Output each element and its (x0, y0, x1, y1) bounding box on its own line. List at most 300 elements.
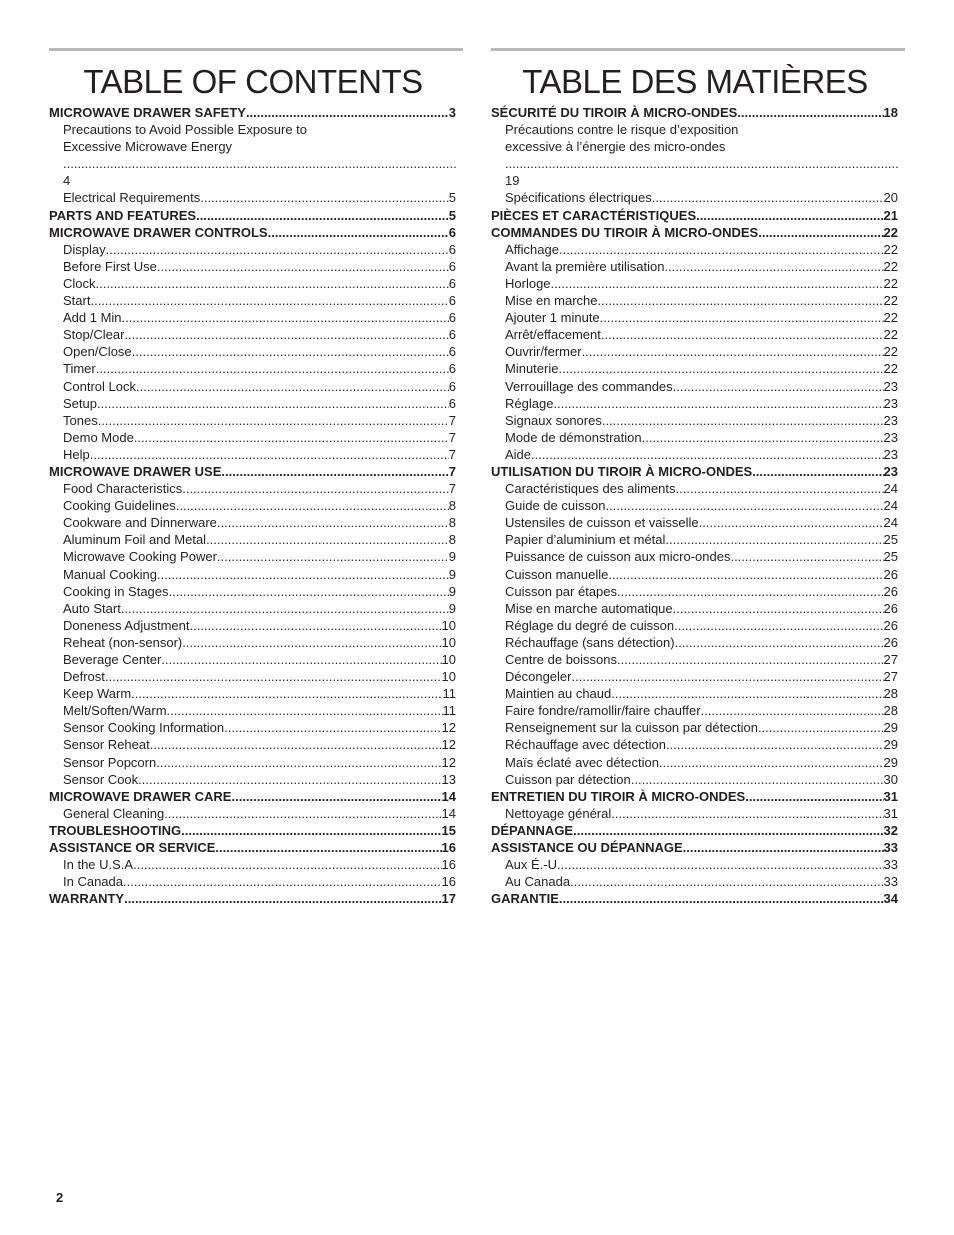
entry-page-number: 4 (63, 173, 71, 189)
entry-label: Mode de démonstration (505, 429, 642, 445)
dot-leader (90, 292, 448, 309)
entry-label: Maïs éclaté avec détection (505, 754, 659, 770)
dot-leader (182, 480, 449, 497)
entry-page-number: 9 (448, 583, 456, 599)
entry-label: Setup (63, 395, 97, 411)
entry-label: Microwave Cooking Power (63, 549, 217, 565)
entry-page-number: 7 (448, 463, 456, 479)
dot-leader (611, 685, 883, 702)
entry-label: Auto Start (63, 600, 121, 616)
dot-leader (182, 634, 441, 651)
entry-label: General Cleaning (63, 805, 165, 821)
entry-label: Précautions contre le risque d’exposition (505, 122, 739, 138)
entry-label: ASSISTANCE OU DÉPANNAGE (491, 840, 683, 856)
toc-subsection-entry[interactable] (491, 617, 898, 634)
entry-label-continued: excessive à l’énergie des micro-ondes (505, 139, 726, 155)
entry-label: Melt/Soften/Warm (63, 703, 167, 719)
toc-section-entry[interactable] (491, 224, 898, 241)
toc-subsection-entry[interactable] (49, 514, 456, 531)
dot-leader (573, 822, 883, 839)
entry-label: Aluminum Foil and Metal (63, 532, 207, 548)
entry-page-number: 23 (883, 446, 898, 462)
toc-subsection-entry[interactable] (49, 736, 456, 753)
toc-subsection-entry[interactable] (49, 754, 456, 771)
dot-leader (602, 412, 884, 429)
toc-subsection-entry[interactable] (49, 258, 456, 275)
toc-subsection-entry[interactable] (491, 360, 898, 377)
dot-leader (137, 856, 442, 873)
toc-subsection-entry[interactable] (491, 446, 898, 463)
entry-page-number: 14 (441, 805, 456, 821)
dot-leader (96, 275, 449, 292)
entry-page-number: 8 (448, 515, 456, 531)
dot-leader (558, 360, 883, 377)
entry-label: Papier d’aluminium et métal (505, 532, 666, 548)
toc-section-entry[interactable] (491, 207, 898, 224)
toc-subsection-entry[interactable] (491, 275, 898, 292)
entry-label: Aux É.-U. (505, 857, 561, 873)
entry-page-number: 22 (883, 224, 898, 240)
dot-leader (138, 771, 441, 788)
dot-leader (123, 873, 442, 890)
toc-section-entry[interactable] (49, 822, 456, 839)
toc-subsection-entry[interactable] (491, 429, 898, 446)
toc-subsection-entry[interactable] (49, 531, 456, 548)
dot-leader (559, 241, 884, 258)
toc-subsection-entry[interactable] (491, 121, 898, 189)
toc-subsection-entry[interactable] (491, 583, 898, 600)
dot-leader (124, 890, 441, 907)
entry-page-number: 31 (883, 788, 898, 804)
toc-subsection-entry[interactable] (49, 497, 456, 514)
toc-subsection-entry[interactable] (49, 275, 456, 292)
dot-leader (122, 309, 449, 326)
entry-page-number: 10 (441, 669, 456, 685)
toc-subsection-entry[interactable] (491, 856, 898, 873)
toc-subsection-entry[interactable] (491, 378, 898, 395)
toc-subsection-entry[interactable] (491, 258, 898, 275)
toc-title: TABLE DES MATIÈRES (522, 63, 868, 100)
dot-leader (617, 583, 884, 600)
dot-leader (652, 189, 884, 206)
toc-subsection-entry[interactable] (491, 497, 898, 514)
entry-label: Signaux sonores (505, 412, 602, 428)
entry-page-number: 10 (441, 617, 456, 633)
entry-page-number: 33 (883, 840, 898, 856)
toc-section-entry[interactable] (491, 839, 898, 856)
entry-page-number: 6 (448, 378, 456, 394)
toc-subsection-entry[interactable] (49, 480, 456, 497)
dot-leader (737, 104, 883, 121)
entry-label: Start (63, 293, 91, 309)
entry-label: Beverage Center (63, 652, 162, 667)
entry-page-number: 29 (883, 720, 898, 736)
entry-label: SÉCURITÉ DU TIROIR À MICRO-ONDES (491, 105, 738, 120)
toc-subsection-entry[interactable] (49, 771, 456, 788)
entry-label: MICROWAVE DRAWER CONTROLS (49, 224, 268, 240)
dot-leader (124, 326, 448, 343)
dot-leader (531, 446, 884, 463)
dot-leader (181, 822, 441, 839)
dot-leader (97, 395, 449, 412)
toc-subsection-entry[interactable] (491, 754, 898, 771)
entry-label: COMMANDES DU TIROIR À MICRO-ONDES (491, 224, 759, 240)
entry-page-number: 21 (883, 207, 898, 223)
toc-subsection-entry[interactable] (491, 685, 898, 702)
entry-label: Spécifications électriques (505, 190, 652, 206)
toc-section-entry[interactable] (491, 890, 898, 907)
toc-subsection-entry[interactable] (49, 651, 456, 668)
toc-subsection-entry[interactable] (49, 634, 456, 651)
entry-page-number: 25 (883, 549, 898, 565)
dot-leader (600, 309, 884, 326)
entry-page-number: 6 (448, 293, 456, 309)
entry-page-number: 6 (448, 361, 456, 377)
dot-leader (161, 651, 441, 668)
entry-page-number: 22 (883, 275, 898, 291)
entry-page-number: 7 (448, 412, 456, 428)
dot-leader (189, 617, 441, 634)
entry-page-number: 24 (883, 498, 898, 514)
dot-leader (675, 634, 884, 651)
entry-page-number: 23 (883, 395, 898, 411)
dot-leader (157, 258, 449, 275)
toc-subsection-entry[interactable] (491, 651, 898, 668)
entry-label: Caractéristiques des aliments (505, 481, 676, 497)
toc-subsection-entry[interactable] (491, 395, 898, 412)
entry-page-number: 6 (448, 310, 456, 326)
entry-page-number: 18 (883, 105, 898, 120)
toc-subsection-entry[interactable] (49, 360, 456, 377)
entry-page-number: 8 (448, 532, 456, 548)
entry-label: Aide (505, 446, 532, 462)
dot-leader (664, 258, 883, 275)
toc-subsection-entry[interactable] (49, 292, 456, 309)
entry-label: Electrical Requirements (63, 190, 201, 206)
entry-page-number: 32 (883, 822, 898, 838)
entry-label: Sensor Cooking Information (63, 720, 225, 736)
dot-leader (553, 395, 883, 412)
entry-label: Before First Use (63, 258, 157, 274)
toc-subsection-entry[interactable] (49, 309, 456, 326)
entry-label: Mise en marche (505, 293, 598, 309)
entry-label: Horloge (505, 275, 551, 291)
toc-subsection-entry[interactable] (49, 668, 456, 685)
dot-leader (659, 754, 884, 771)
entry-page-number: 3 (448, 105, 456, 120)
toc-subsection-entry[interactable] (491, 326, 898, 343)
entry-page-number: 6 (448, 344, 456, 360)
entry-page-number: 23 (883, 463, 898, 479)
toc-title: TABLE OF CONTENTS (83, 63, 423, 100)
toc-subsection-entry[interactable] (491, 531, 898, 548)
entry-page-number: 10 (441, 652, 456, 667)
dot-leader (63, 155, 456, 172)
entry-page-number: 26 (883, 566, 898, 582)
entry-page-number: 24 (883, 515, 898, 531)
dot-leader (157, 566, 449, 583)
entry-page-number: 31 (883, 805, 898, 821)
entry-label: Guide de cuisson (505, 498, 606, 514)
entry-page-number: 19 (505, 173, 520, 189)
dot-leader (617, 651, 884, 668)
toc-subsection-entry[interactable] (491, 771, 898, 788)
dot-leader (131, 685, 442, 702)
toc-subsection-entry[interactable] (49, 446, 456, 463)
toc-section-entry[interactable] (491, 463, 898, 480)
entry-page-number: 24 (883, 481, 898, 497)
entry-label: Open/Close (63, 344, 132, 360)
toc-subsection-entry[interactable] (49, 343, 456, 360)
dot-leader (631, 771, 884, 788)
toc-subsection-entry[interactable] (49, 805, 456, 822)
entry-page-number: 5 (448, 207, 456, 223)
entry-label: Puissance de cuisson aux micro-ondes (505, 549, 731, 565)
toc-section-entry[interactable] (49, 890, 456, 907)
dot-leader (582, 343, 884, 360)
entry-label: Centre de boissons (505, 652, 618, 667)
dot-leader (701, 702, 884, 719)
entry-label: Tones (63, 412, 98, 428)
dot-leader (730, 548, 883, 565)
toc-subsection-entry[interactable] (49, 600, 456, 617)
entry-page-number: 25 (883, 532, 898, 548)
entry-label: Display (63, 241, 106, 257)
dot-leader (106, 241, 449, 258)
entry-page-number: 12 (441, 754, 456, 770)
dot-leader (673, 378, 884, 395)
entry-label: UTILISATION DU TIROIR À MICRO-ONDES (491, 463, 753, 479)
dot-leader (200, 189, 448, 206)
entry-label: ASSISTANCE OR SERVICE (49, 840, 216, 856)
dot-leader (217, 548, 449, 565)
entry-label: Control Lock (63, 378, 136, 394)
entry-label: Clock (63, 275, 96, 291)
dot-leader (572, 668, 884, 685)
entry-page-number: 11 (442, 686, 456, 702)
dot-leader (167, 702, 443, 719)
entry-label: Faire fondre/ramollir/faire chauffer (505, 703, 701, 719)
dot-leader (217, 514, 449, 531)
toc-subsection-entry[interactable] (49, 241, 456, 258)
entry-label: In the U.S.A. (63, 857, 137, 873)
dot-leader (676, 480, 884, 497)
toc-subsection-entry[interactable] (49, 617, 456, 634)
toc-subsection-entry[interactable] (49, 121, 456, 189)
entry-page-number: 6 (448, 241, 456, 257)
dot-leader (601, 326, 884, 343)
entry-page-number: 6 (448, 395, 456, 411)
dot-leader (215, 839, 441, 856)
entry-label: GARANTIE (491, 891, 559, 907)
dot-leader (505, 155, 898, 172)
dot-leader (745, 788, 883, 805)
toc-subsection-entry[interactable] (491, 548, 898, 565)
entry-label: Réglage (505, 395, 554, 411)
entry-page-number: 17 (441, 891, 456, 907)
entry-label: TROUBLESHOOTING (49, 822, 182, 838)
toc-subsection-entry[interactable] (491, 634, 898, 651)
entry-page-number: 29 (883, 754, 898, 770)
toc-subsection-entry[interactable] (491, 736, 898, 753)
toc-section-entry[interactable] (49, 788, 456, 805)
toc-subsection-entry[interactable] (491, 480, 898, 497)
entry-page-number: 26 (883, 600, 898, 616)
toc-subsection-entry[interactable] (491, 292, 898, 309)
entry-label: MICROWAVE DRAWER USE (49, 463, 222, 479)
dot-leader (683, 839, 884, 856)
dot-leader (674, 617, 883, 634)
entry-page-number: 27 (883, 669, 898, 685)
dot-leader (90, 446, 449, 463)
toc-subsection-entry[interactable] (49, 548, 456, 565)
entry-label: Cooking in Stages (63, 583, 169, 599)
entry-page-number: 11 (442, 703, 456, 719)
entry-label: MICROWAVE DRAWER CARE (49, 788, 232, 804)
toc-subsection-entry[interactable] (491, 343, 898, 360)
entry-label: Cooking Guidelines (63, 498, 176, 514)
entry-page-number: 22 (883, 344, 898, 360)
dot-leader (96, 360, 449, 377)
entry-page-number: 14 (441, 788, 456, 804)
entry-page-number: 34 (883, 891, 898, 907)
dot-leader (268, 224, 449, 241)
toc-subsection-entry[interactable] (49, 702, 456, 719)
toc-subsection-entry[interactable] (49, 326, 456, 343)
dot-leader (150, 736, 442, 753)
entry-page-number: 12 (441, 737, 456, 753)
toc-subsection-entry[interactable] (491, 600, 898, 617)
entry-page-number: 28 (883, 703, 898, 719)
toc-section-entry[interactable] (49, 224, 456, 241)
toc-subsection-entry[interactable] (49, 429, 456, 446)
entry-page-number: 26 (883, 617, 898, 633)
toc-section-entry[interactable] (491, 822, 898, 839)
entry-label: Renseignement sur la cuisson par détection (505, 720, 758, 736)
dot-leader (642, 429, 884, 446)
toc-section-entry[interactable] (49, 104, 456, 121)
dot-leader (758, 224, 883, 241)
entry-page-number: 9 (448, 549, 456, 565)
toc-section-entry[interactable] (49, 839, 456, 856)
toc-entries (49, 104, 456, 907)
entry-label: Sensor Cook (63, 771, 139, 787)
entry-label: Cookware and Dinnerware (63, 515, 217, 531)
toc-subsection-entry[interactable] (49, 856, 456, 873)
dot-leader (551, 275, 884, 292)
entry-label: Doneness Adjustment (63, 617, 190, 633)
toc-subsection-entry[interactable] (491, 702, 898, 719)
entry-page-number: 7 (448, 429, 456, 445)
dot-leader (758, 719, 884, 736)
toc-subsection-entry[interactable] (49, 189, 456, 206)
entry-label: Minuterie (505, 361, 559, 377)
entry-page-number: 9 (448, 600, 456, 616)
dot-leader (176, 497, 449, 514)
toc-subsection-entry[interactable] (491, 805, 898, 822)
entry-page-number: 23 (883, 378, 898, 394)
toc-subsection-entry[interactable] (49, 873, 456, 890)
dot-leader (164, 805, 441, 822)
entry-page-number: 10 (441, 634, 456, 650)
dot-leader (156, 754, 441, 771)
entry-label: Reheat (non-sensor) (63, 634, 183, 650)
toc-subsection-entry[interactable] (491, 566, 898, 583)
entry-page-number: 16 (441, 840, 456, 856)
entry-label: Ustensiles de cuisson et vaisselle (505, 515, 699, 531)
toc-subsection-entry[interactable] (491, 873, 898, 890)
entry-label: Timer (63, 361, 96, 377)
dot-leader (136, 378, 449, 395)
toc-subsection-entry[interactable] (49, 685, 456, 702)
entry-page-number: 29 (883, 737, 898, 753)
toc-subsection-entry[interactable] (49, 412, 456, 429)
toc-subsection-entry[interactable] (491, 719, 898, 736)
entry-label: Décongeler (505, 669, 572, 685)
dot-leader (665, 531, 883, 548)
toc-subsection-entry[interactable] (49, 566, 456, 583)
toc-section-entry[interactable] (49, 207, 456, 224)
entry-page-number: 7 (448, 481, 456, 497)
dot-leader (132, 343, 449, 360)
dot-leader (231, 788, 441, 805)
entry-page-number: 13 (441, 771, 456, 787)
dot-leader (246, 104, 449, 121)
toc-subsection-entry[interactable] (491, 412, 898, 429)
toc-subsection-entry[interactable] (49, 378, 456, 395)
entry-page-number: 12 (441, 720, 456, 736)
entry-page-number: 33 (883, 874, 898, 890)
entry-label: Manual Cooking (63, 566, 157, 582)
toc-subsection-entry[interactable] (491, 189, 898, 206)
toc-subsection-entry[interactable] (491, 241, 898, 258)
entry-page-number: 20 (883, 190, 898, 206)
entry-label: Sensor Reheat (63, 737, 150, 753)
entry-label: Avant la première utilisation (505, 258, 665, 274)
entry-page-number: 6 (448, 275, 456, 291)
page-number: 2 (56, 1190, 64, 1205)
entry-page-number: 26 (883, 583, 898, 599)
dot-leader (206, 531, 449, 548)
toc-subsection-entry[interactable] (491, 514, 898, 531)
entry-label: Sensor Popcorn (63, 754, 157, 770)
toc-section-entry[interactable] (491, 104, 898, 121)
toc-subsection-entry[interactable] (49, 395, 456, 412)
toc-subsection-entry[interactable] (49, 583, 456, 600)
dot-leader (608, 566, 883, 583)
entry-label: Add 1 Min (63, 310, 122, 326)
toc-subsection-entry[interactable] (491, 668, 898, 685)
dot-leader (666, 736, 884, 753)
entry-page-number: 16 (441, 874, 456, 890)
entry-label: Réglage du degré de cuisson (505, 617, 675, 633)
toc-subsection-entry[interactable] (491, 309, 898, 326)
toc-section-entry[interactable] (491, 788, 898, 805)
entry-label: Réchauffage avec détection (505, 737, 666, 753)
toc-subsection-entry[interactable] (49, 719, 456, 736)
toc-section-entry[interactable] (49, 463, 456, 480)
entry-page-number: 6 (448, 327, 456, 343)
entry-page-number: 26 (883, 634, 898, 650)
entry-label: Arrêt/effacement (505, 327, 601, 343)
entry-label: Precautions to Avoid Possible Exposure to (63, 122, 308, 138)
entry-page-number: 5 (448, 190, 456, 206)
entry-page-number: 22 (883, 361, 898, 377)
entry-label: Cuisson manuelle (505, 566, 609, 582)
entry-label-continued: Excessive Microwave Energy (63, 139, 233, 155)
entry-page-number: 27 (883, 652, 898, 667)
entry-label: Verrouillage des commandes (505, 378, 673, 394)
